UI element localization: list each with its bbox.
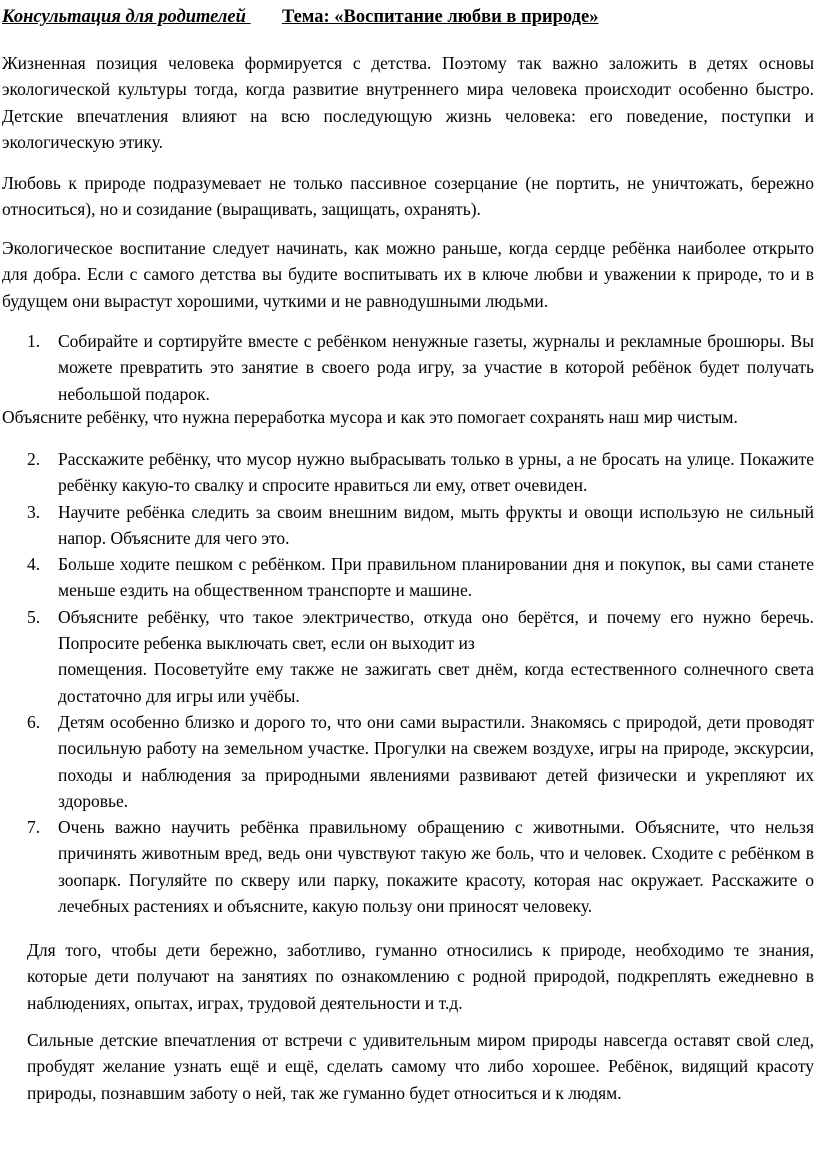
love-paragraph: Любовь к природе подразумевает не только пассивное созерцание (не портить, не уничтожать, бережно относиться), но и созидание (выращивать, защищать, охранять). <box>2 173 814 220</box>
list-item-text: Очень важно научить ребёнка правильному обращению с животными. Объясните, что нельзя причинять животным вред, ведь они чувствуют такую же боль, что и человек. Сходите с ребёнком в зоопарк. Погуляйте по скверу или парку, покажите красоту, которая нас окружает. Расскажите о лечебных растениях и объясните, какую пользу они приносят человеку. <box>58 817 814 917</box>
advice-list-first <box>0 328 816 407</box>
list-item-text: Объясните ребёнку, что такое электричество, откуда оно берётся, и почему его нужно беречь. Попросите ребенка выключать свет, если он выходит из <box>58 606 814 654</box>
list-item-text: Научите ребёнка следить за своим внешним видом, мыть фрукты и овощи использую не сильный напор. Объясните для чего это. <box>58 501 814 548</box>
list-item <box>0 328 816 407</box>
list-item-text-continued: помещения. Посоветуйте ему также не зажигать свет днём, когда естественного солнечного света достаточно для игры или учёбы. <box>58 659 814 706</box>
list-item-number: 4. <box>27 554 41 575</box>
closing-paragraph-1: Для того, чтобы дети бережно, заботливо, гуманно относились к природе, необходимо те знания, которые дети получают на занятиях по ознакомлению с родной природой, подкреплять ежедневно в наблюдениях, опытах, играх, трудовой деятельности и т.д. <box>27 940 814 1013</box>
list-item <box>0 814 816 919</box>
list-item-number: 2. <box>27 449 41 469</box>
list-item-number: 3. <box>27 501 41 522</box>
list-item-number: 6. <box>27 711 41 732</box>
list-item-text: Детям особенно близко и дорого то, что они сами вырастили. Знакомясь с природой, дети проводят посильную работу на земельном участке. Прогулки на свежем воздухе, игры на природе, экскурсии, походы и наблюдения за природными явлениями развивают детей физически и укрепляют их здоровье. <box>58 711 814 811</box>
list-item-text: Собирайте и сортируйте вместе с ребёнком ненужные газеты, журналы и рекламные брошюры. Вы можете превратить это занятие в своего рода игру, за участие в которой ребёнок будет получать небольшой подарок. <box>58 331 814 404</box>
title-spacer <box>246 4 282 30</box>
list-item <box>0 604 816 709</box>
title-topic: Тема: «Воспитание любви в природе» <box>281 7 599 27</box>
list-item-number: 7. <box>27 817 41 838</box>
list-item <box>0 709 816 814</box>
closing-paragraph-2: Сильные детские впечатления от встречи с удивительным миром природы навсегда оставят свой след, пробудят желание узнать ещё и ещё, сделать самому что либо хорошее. Ребёнок, видящий красоту природы, познавшим заботу о ней, так же гуманно будет относиться и к людям. <box>27 1030 814 1103</box>
education-paragraph: Экологическое воспитание следует начинать, как можно раньше, когда сердце ребёнка наиболее открыто для добра. Если с самого детства вы будите воспитывать их в ключе любви и уважении к природе, то и в будущем они вырастут хорошими, чуткими и не равнодушными людьми. <box>2 238 814 311</box>
list-item-text: Расскажите ребёнку, что мусор нужно выбрасывать только в урны, а не бросать на улице. Покажите ребёнку какую-то свалку и спросите нравиться ли ему, ответ очевиден. <box>58 449 814 496</box>
list-item-number: 1. <box>27 331 41 351</box>
list-item-number: 5. <box>27 606 41 627</box>
list-item <box>0 446 816 499</box>
advice-list <box>0 446 816 919</box>
list-item-text: Больше ходите пешком с ребёнком. При правильном планировании дня и покупок, вы сами станете меньше ездить на общественном транспорте и машине. <box>58 554 814 601</box>
recycling-note: Объясните ребёнку, что нужна переработка мусора и как это помогает сохранять наш мир чистым. <box>2 407 738 427</box>
page-title <box>2 4 816 30</box>
title-consultation: Консультация для родителей <box>2 7 246 27</box>
list-item <box>0 551 816 604</box>
list-item <box>0 499 816 552</box>
intro-paragraph: Жизненная позиция человека формируется с детства. Поэтому так важно заложить в детях основы экологической культуры тогда, когда развитие внутреннего мира человека происходит особенно быстро. Детские впечатления влияют на всю последующую жизнь человека: его поведение, поступки и экологическую этику. <box>2 53 814 152</box>
